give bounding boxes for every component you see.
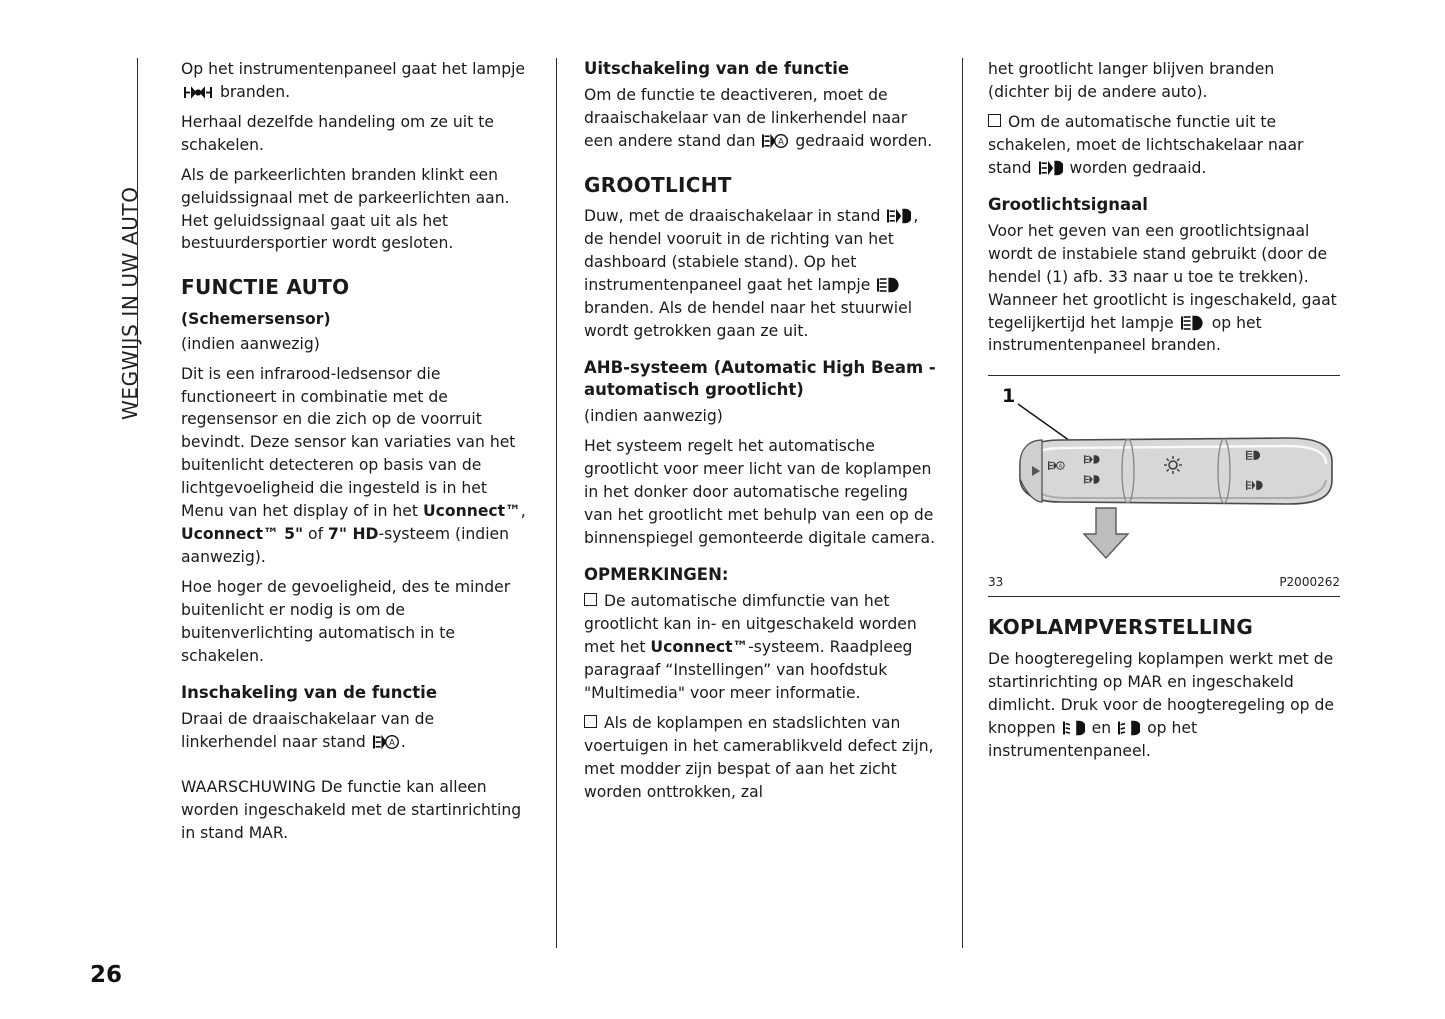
paragraph-grootlicht-vervolg: het grootlicht langer blijven branden (dichter bij de andere auto). xyxy=(988,60,1275,101)
heading-grootlicht: GROOTLICHT xyxy=(584,173,732,198)
paragraph-grootlichtsignaal: Voor het geven van een grootlichtsignaal wordt de instabiele stand gebruikt (door de hendel (1) afb. 33 naar u toe te trekken). Wanneer het grootlicht is ingeschakeld, gaat tegelijkertijd het lampje op het instrumentenpaneel branden. xyxy=(988,221,1337,355)
bullet-square-icon xyxy=(584,715,597,728)
low-beam-icon xyxy=(887,208,911,224)
bullet-item: Om de automatische functie uit te schakelen, moet de lichtschakelaar naar stand worden gedraaid. xyxy=(988,112,1304,177)
subheading-schemersensor: (Schemersensor) xyxy=(181,309,331,328)
high-beam-icon xyxy=(1181,315,1205,331)
paragraph-deactiveren: Om de functie te deactiveren, moet de draaischakelaar van de linkerhendel naar een andere stand dan A gedraaid worden. xyxy=(584,86,933,151)
svg-text:A: A xyxy=(1058,464,1063,471)
high-beam-icon xyxy=(877,277,901,293)
figure-stalk-lever xyxy=(988,376,1340,572)
page-number: 26 xyxy=(90,962,123,988)
svg-text:A: A xyxy=(778,136,785,147)
heading-inschakeling: Inschakeling van de functie xyxy=(181,682,438,702)
bullet-item: De automatische dimfunctie van het grootlicht kan in- en uitgeschakeld worden met het Uconnect™-systeem. Raadpleeg paragraaf “Instellingen” van hoofdstuk "Multimedia" voor meer informatie. xyxy=(584,592,917,702)
paragraph-parkeerlichten: Als de parkeerlichten branden klinkt een geluidssignaal met de parkeerlichten aan. Het geluidssignaal gaat uit als het bestuurdersportier wordt gesloten. xyxy=(181,165,510,253)
note-indien-aanwezig-1: (indien aanwezig) xyxy=(181,334,320,353)
figure-number: 33 xyxy=(988,575,1004,590)
paragraph-herhaal: Herhaal dezelfde handeling om ze uit te schakelen. xyxy=(181,112,494,154)
column-divider-1 xyxy=(556,58,557,948)
headlight-level-up-icon xyxy=(1118,720,1140,736)
paragraph-instrumentenpaneel: Op het instrumentenpaneel gaat het lampje branden. xyxy=(181,60,526,101)
chapter-label xyxy=(56,0,142,420)
paragraph-draai-schakelaar: Draai de draaischakelaar van de linkerhendel naar stand A . xyxy=(181,709,435,751)
column-2 xyxy=(584,58,936,811)
headlight-level-down-icon xyxy=(1063,720,1085,736)
svg-text:A: A xyxy=(388,737,395,748)
auto-light-sensor-icon xyxy=(762,133,788,149)
parking-lights-icon xyxy=(183,85,213,100)
paragraph-waarschuwing: WAARSCHUWING De functie kan alleen worden ingeschakeld met de startinrichting in stand MAR. xyxy=(181,777,522,842)
figure-bottom-rule xyxy=(988,596,1340,597)
heading-ahb-systeem: AHB-systeem (Automatic High Beam - automatisch grootlicht) xyxy=(584,357,936,400)
paragraph-gevoeligheid: Hoe hoger de gevoeligheid, des te minder buitenlicht er nodig is om de buitenverlichting automatisch in te schakelen. xyxy=(181,577,511,665)
auto-light-sensor-icon xyxy=(373,734,399,750)
low-beam-icon xyxy=(1039,160,1063,176)
heading-opmerkingen: OPMERKINGEN: xyxy=(584,565,729,585)
column-divider-2 xyxy=(962,58,963,948)
column-1 xyxy=(181,58,526,851)
paragraph-grootlicht-bediening: Duw, met de draaischakelaar in stand , de hendel vooruit in de richting van het dashboard (stabiele stand). Op het instrumentenpaneel gaat het lampje branden. Als de hendel naar het stuurwiel wordt getrokken gaan ze uit. xyxy=(584,207,919,341)
paragraph-koplampverstelling: De hoogteregeling koplampen werkt met de startinrichting op MAR en ingeschakeld dimlicht. Druk voor de hoogteregeling op de knoppen en op het instrumentenpaneel. xyxy=(988,650,1335,761)
chapter-label-text: WEGWIJS IN UW AUTO xyxy=(118,186,142,420)
figure-code: P2000262 xyxy=(1279,575,1340,590)
column-3 xyxy=(988,58,1340,770)
paragraph-infrarood-sensor: Dit is een infrarood-ledsensor die functioneert in combinatie met de regensensor en die zich op de voorruit bevindt. Deze sensor kan variaties van het buitenlicht detecteren op basis van de lichtgevoeligheid die ingesteld is in het Menu van het display of in het Uconnect™, Uconnect™ 5" of 7" HD-systeem (indien aanwezig). xyxy=(181,364,526,566)
heading-uitschakeling: Uitschakeling van de functie xyxy=(584,59,850,78)
bullet-square-icon xyxy=(988,114,1001,127)
motion-arrow xyxy=(1084,508,1128,558)
heading-grootlichtsignaal: Grootlichtsignaal xyxy=(988,194,1148,214)
heading-koplampverstelling: KOPLAMPVERSTELLING xyxy=(988,615,1253,640)
note-indien-aanwezig-2: (indien aanwezig) xyxy=(584,407,723,426)
bullet-square-icon xyxy=(584,593,597,606)
bullet-item: Als de koplampen en stadslichten van voertuigen in het camerablikveld defect zijn, met modder zijn bespat of aan het zicht worden onttrokken, zal xyxy=(584,713,934,801)
figure-callout-number: 1 xyxy=(1002,385,1016,408)
figure-caption xyxy=(988,572,1340,592)
heading-functie-auto: FUNCTIE AUTO xyxy=(181,275,350,300)
paragraph-ahb-beschrijving: Het systeem regelt het automatische grootlicht voor meer licht van de koplampen in het donker door automatische regeling van het grootlicht met behulp van een op de binnenspiegel gemonteerde digitale camera. xyxy=(584,437,936,548)
